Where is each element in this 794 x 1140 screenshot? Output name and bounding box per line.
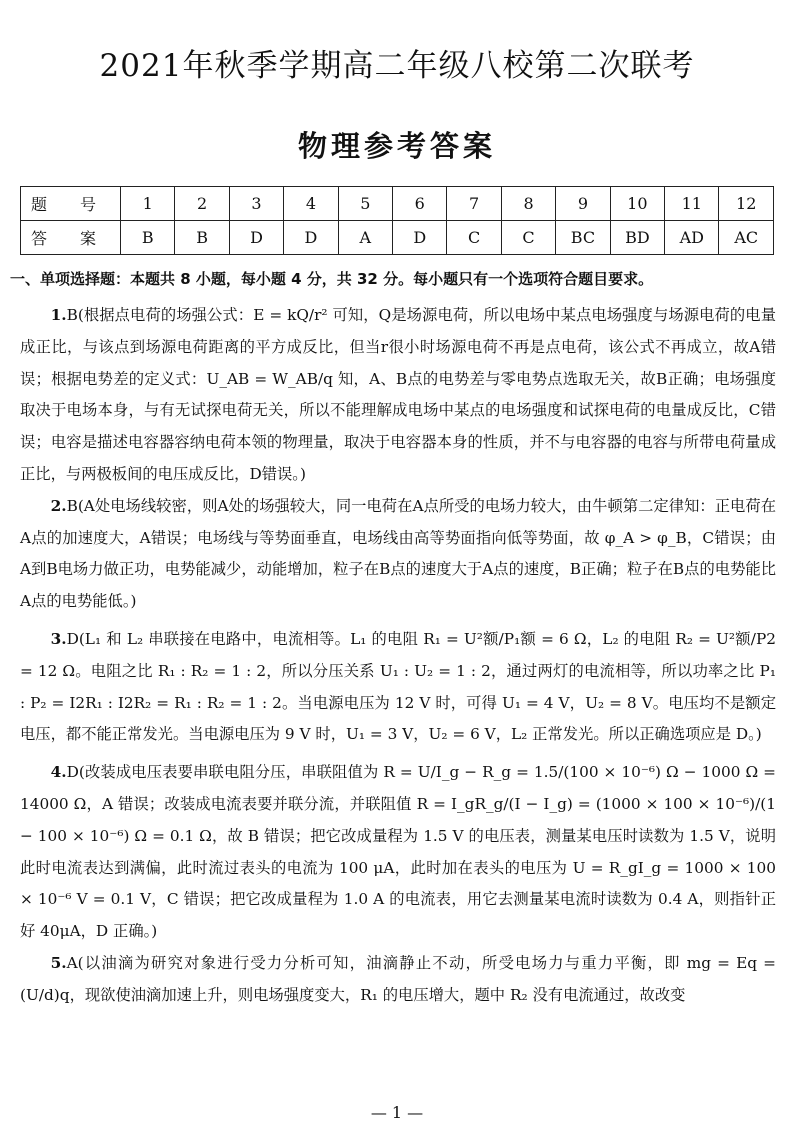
answer-text: B(A处电场线较密，则A处的场强较大，同一电荷在A点所受的电场力较大，由牛顿第二定律知：正电荷在A点的加速度大，A错误；电场线与等势面垂直，电场线由高等势面指向低等势面，故 φ_A > φ_B，C错误；由A到B电场力做正功，电势能减少，动能增加，粒子在B点的速度大于A点的速度，B正确；粒子在B点的电势能比A点的电势能低。): [20, 496, 776, 611]
question-number: 5: [338, 187, 392, 221]
answer-2: [20, 491, 776, 618]
answer-cell: D: [393, 221, 447, 255]
answer-number: 2.: [50, 496, 67, 515]
answer-number: 5.: [50, 953, 67, 972]
answer-cell: C: [501, 221, 555, 255]
answer-cell: BC: [556, 221, 610, 255]
answer-cell: B: [121, 221, 175, 255]
section-heading: 一、单项选择题：本题共 8 小题，每小题 4 分，共 32 分。每小题只有一个选项符合题目要求。: [10, 270, 654, 288]
question-number: 6: [393, 187, 447, 221]
question-number: 3: [229, 187, 283, 221]
answer-text: D(L₁ 和 L₂ 串联接在电路中，电流相等。L₁ 的电阻 R₁ = U²额/P₁额 = 6 Ω，L₂ 的电阻 R₂ = U²额/P2 = 12 Ω。电阻之比 R₁ : R₂ = 1 : 2，所以分压关系 U₁ : U₂ = 1 : 2，通过两灯的电流相等，所以功率之比 P₁ : P₂ = I2R₁ : I2R₂ = R₁ : R₂ = 1 : 2。当电源电压为 12 V 时，可得 U₁ = 4 V，U₂ = 8 V。电压均不是额定电压，都不能正常发光。当电源电压为 9 V 时，U₁ = 3 V，U₂ = 6 V，L₂ 正常发光。所以正确选项应是 D。): [20, 629, 776, 744]
answer-table: [20, 186, 774, 255]
question-number: 8: [501, 187, 555, 221]
page-number: — 1 —: [370, 1103, 424, 1122]
answer-number: 1.: [50, 306, 67, 324]
answer-explanations: [20, 300, 776, 1012]
answer-number: 4.: [50, 763, 67, 782]
question-number: 1: [121, 187, 175, 221]
answer-cell: B: [175, 221, 229, 255]
table-row-numbers: [21, 187, 774, 221]
row-label-numbers: 题 号: [21, 187, 121, 221]
answer-cell: A: [338, 221, 392, 255]
answer-number: 3.: [50, 629, 67, 648]
answer-cell: D: [284, 221, 338, 255]
answer-text: D(改装成电压表要串联电阻分压，串联阻值为 R = U/I_g − R_g = 1.5/(100 × 10⁻⁶) Ω − 1000 Ω = 14000 Ω，A 错误；改装成电流表要并联分流，并联阻值 R = I_gR_g/(I − I_g) = (1000 × 100 × 10⁻⁶)/(1 − 100 × 10⁻⁶) Ω = 0.1 Ω，故 B 错误；把它改成量程为 1.5 V 的电压表，测量某电压时读数为 1.5 V，说明此时电流表达到满偏，此时流过表头的电流为 100 μA，此时加在表头的电压为 U = R_gI_g = 1000 × 100 × 10⁻⁶ V = 0.1 V，C 错误；把它改成量程为 1.0 A 的电流表，用它去测量某电流时读数为 0.4 A，则指针正好 40μA，D 正确。): [20, 763, 776, 941]
page-subtitle: 物理参考答案: [297, 129, 496, 163]
answer-cell: AC: [719, 221, 774, 255]
answer-3: [20, 624, 776, 751]
question-number: 11: [665, 187, 719, 221]
answer-cell: C: [447, 221, 501, 255]
answer-text: B(根据点电荷的场强公式：E = kQ/r² 可知，Q是场源电荷，所以电场中某点电场强度与场源电荷的电量成正比，与该点到场源电荷距离的平方成反比，但当r很小时场源电荷不再是点电荷，该公式不再成立，故A错误；根据电势差的定义式：U_AB = W_AB/q 知，A、B点的电势差与零电势点选取无关，故B正确；电场强度取决于电场本身，与有无试探电荷无关，所以不能理解成电场中某点的电场强度和试探电荷的电量成反比，C错误；电容是描述电容器容纳电荷本领的物理量，取决于电容器本身的性质，并不与电容器的电容与所带电荷量成正比，与两极板间的电压成反比，D错误。): [20, 306, 776, 483]
row-label-answers: 答 案: [21, 221, 121, 255]
question-number: 12: [719, 187, 774, 221]
page-title: 2021年秋季学期高二年级八校第二次联考: [99, 48, 695, 84]
question-number: 7: [447, 187, 501, 221]
question-number: 4: [284, 187, 338, 221]
question-number: 10: [610, 187, 664, 221]
table-row-answers: [21, 221, 774, 255]
answer-1: [20, 300, 776, 491]
answer-text: A(以油滴为研究对象进行受力分析可知，油滴静止不动，所受电场力与重力平衡，即 mg = Eq = (U/d)q，现欲使油滴加速上升，则电场强度变大，R₁ 的电压增大，题中 R₂ 没有电流通过，故改变: [20, 953, 776, 1004]
question-number: 2: [175, 187, 229, 221]
answer-cell: AD: [665, 221, 719, 255]
answer-cell: BD: [610, 221, 664, 255]
answer-cell: D: [229, 221, 283, 255]
question-number: 9: [556, 187, 610, 221]
answer-5: [20, 948, 776, 1012]
answer-4: [20, 757, 776, 948]
